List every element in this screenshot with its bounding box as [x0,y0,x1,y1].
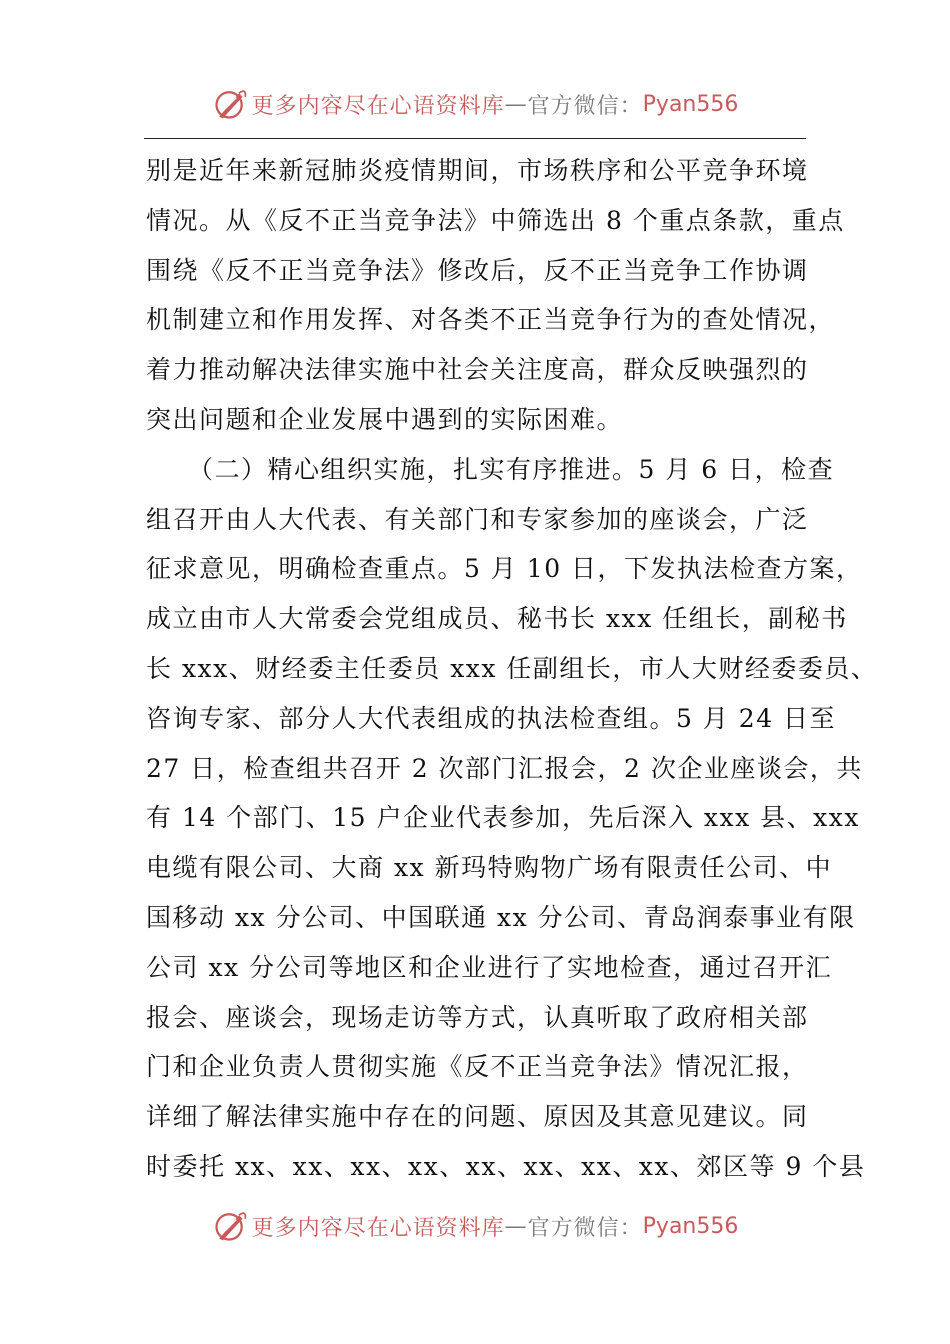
text-line: 征求意见，明确检查重点。5 月 10 日，下发执法检查方案， [146,554,863,584]
text-line: 详细了解法律实施中存在的问题、原因及其意见建议。同 [146,1102,809,1132]
header-banner [0,84,950,124]
document-body [146,146,878,1192]
banner-site-name: 更多内容尽在心语资料库 [251,93,505,119]
text-line: 突出问题和企业发展中遇到的实际困难。 [146,404,624,434]
text-line: 门和企业负责人贯彻实施《反不正当竞争法》情况汇报， [146,1052,809,1082]
text-line: 报会、座谈会，现场走访等方式，认真听取了政府相关部 [146,1002,809,1032]
banner-site-name: 更多内容尽在心语资料库 [251,1215,505,1241]
text-line: 围绕《反不正当竞争法》修改后，反不正当竞争工作协调 [146,255,809,285]
text-line: 情况。从《反不正当竞争法》中筛选出 8 个重点条款，重点 [146,205,845,235]
quill-pen-logo-icon [212,86,248,122]
banner-wechat-label: 官方微信： [527,93,643,119]
text-line: 27 日，检查组共召开 2 次部门汇报会，2 次企业座谈会，共 [146,753,863,783]
text-line: 成立由市人大常委会党组成员、秘书长 xxx 任组长，副秘书 [146,604,848,634]
text-line: 机制建立和作用发挥、对各类不正当竞争行为的查处情况， [146,305,836,335]
banner-wechat-id: Pyan556 [642,1213,739,1239]
footer-banner [0,1206,950,1246]
banner-wechat-label: 官方微信： [527,1215,643,1241]
text-line: 国移动 xx 分公司、中国联通 xx 分公司、青岛润泰事业有限 [146,902,856,932]
text-line: 咨询专家、部分人大代表组成的执法检查组。5 月 24 日至 [146,703,837,733]
text-line: 长 xxx、财经委主任委员 xxx 任副组长，市人大财经委委员、 [146,653,878,683]
text-line: 组召开由人大代表、有关部门和专家参加的座谈会，广泛 [146,504,809,534]
text-line: 着力推动解决法律实施中社会关注度高，群众反映强烈的 [146,355,809,385]
text-line: 有 14 个部门、15 户企业代表参加，先后深入 xxx 县、xxx [146,803,860,833]
header-divider [144,138,806,139]
text-line: 时委托 xx、xx、xx、xx、xx、xx、xx、xx、郊区等 9 个县 [146,1151,866,1181]
banner-wechat-id: Pyan556 [642,91,739,117]
banner-dash: — [504,1213,528,1239]
quill-pen-logo-icon [212,1208,248,1244]
banner-dash: — [504,91,528,117]
section-heading-line: （二）精心组织实施，扎实有序推进。5 月 6 日，检查 [188,454,835,484]
text-line: 电缆有限公司、大商 xx 新玛特购物广场有限责任公司、中 [146,853,833,883]
text-line: 别是近年来新冠肺炎疫情期间，市场秩序和公平竞争环境 [146,156,809,185]
text-line: 公司 xx 分公司等地区和企业进行了实地检查，通过召开汇 [146,952,833,982]
